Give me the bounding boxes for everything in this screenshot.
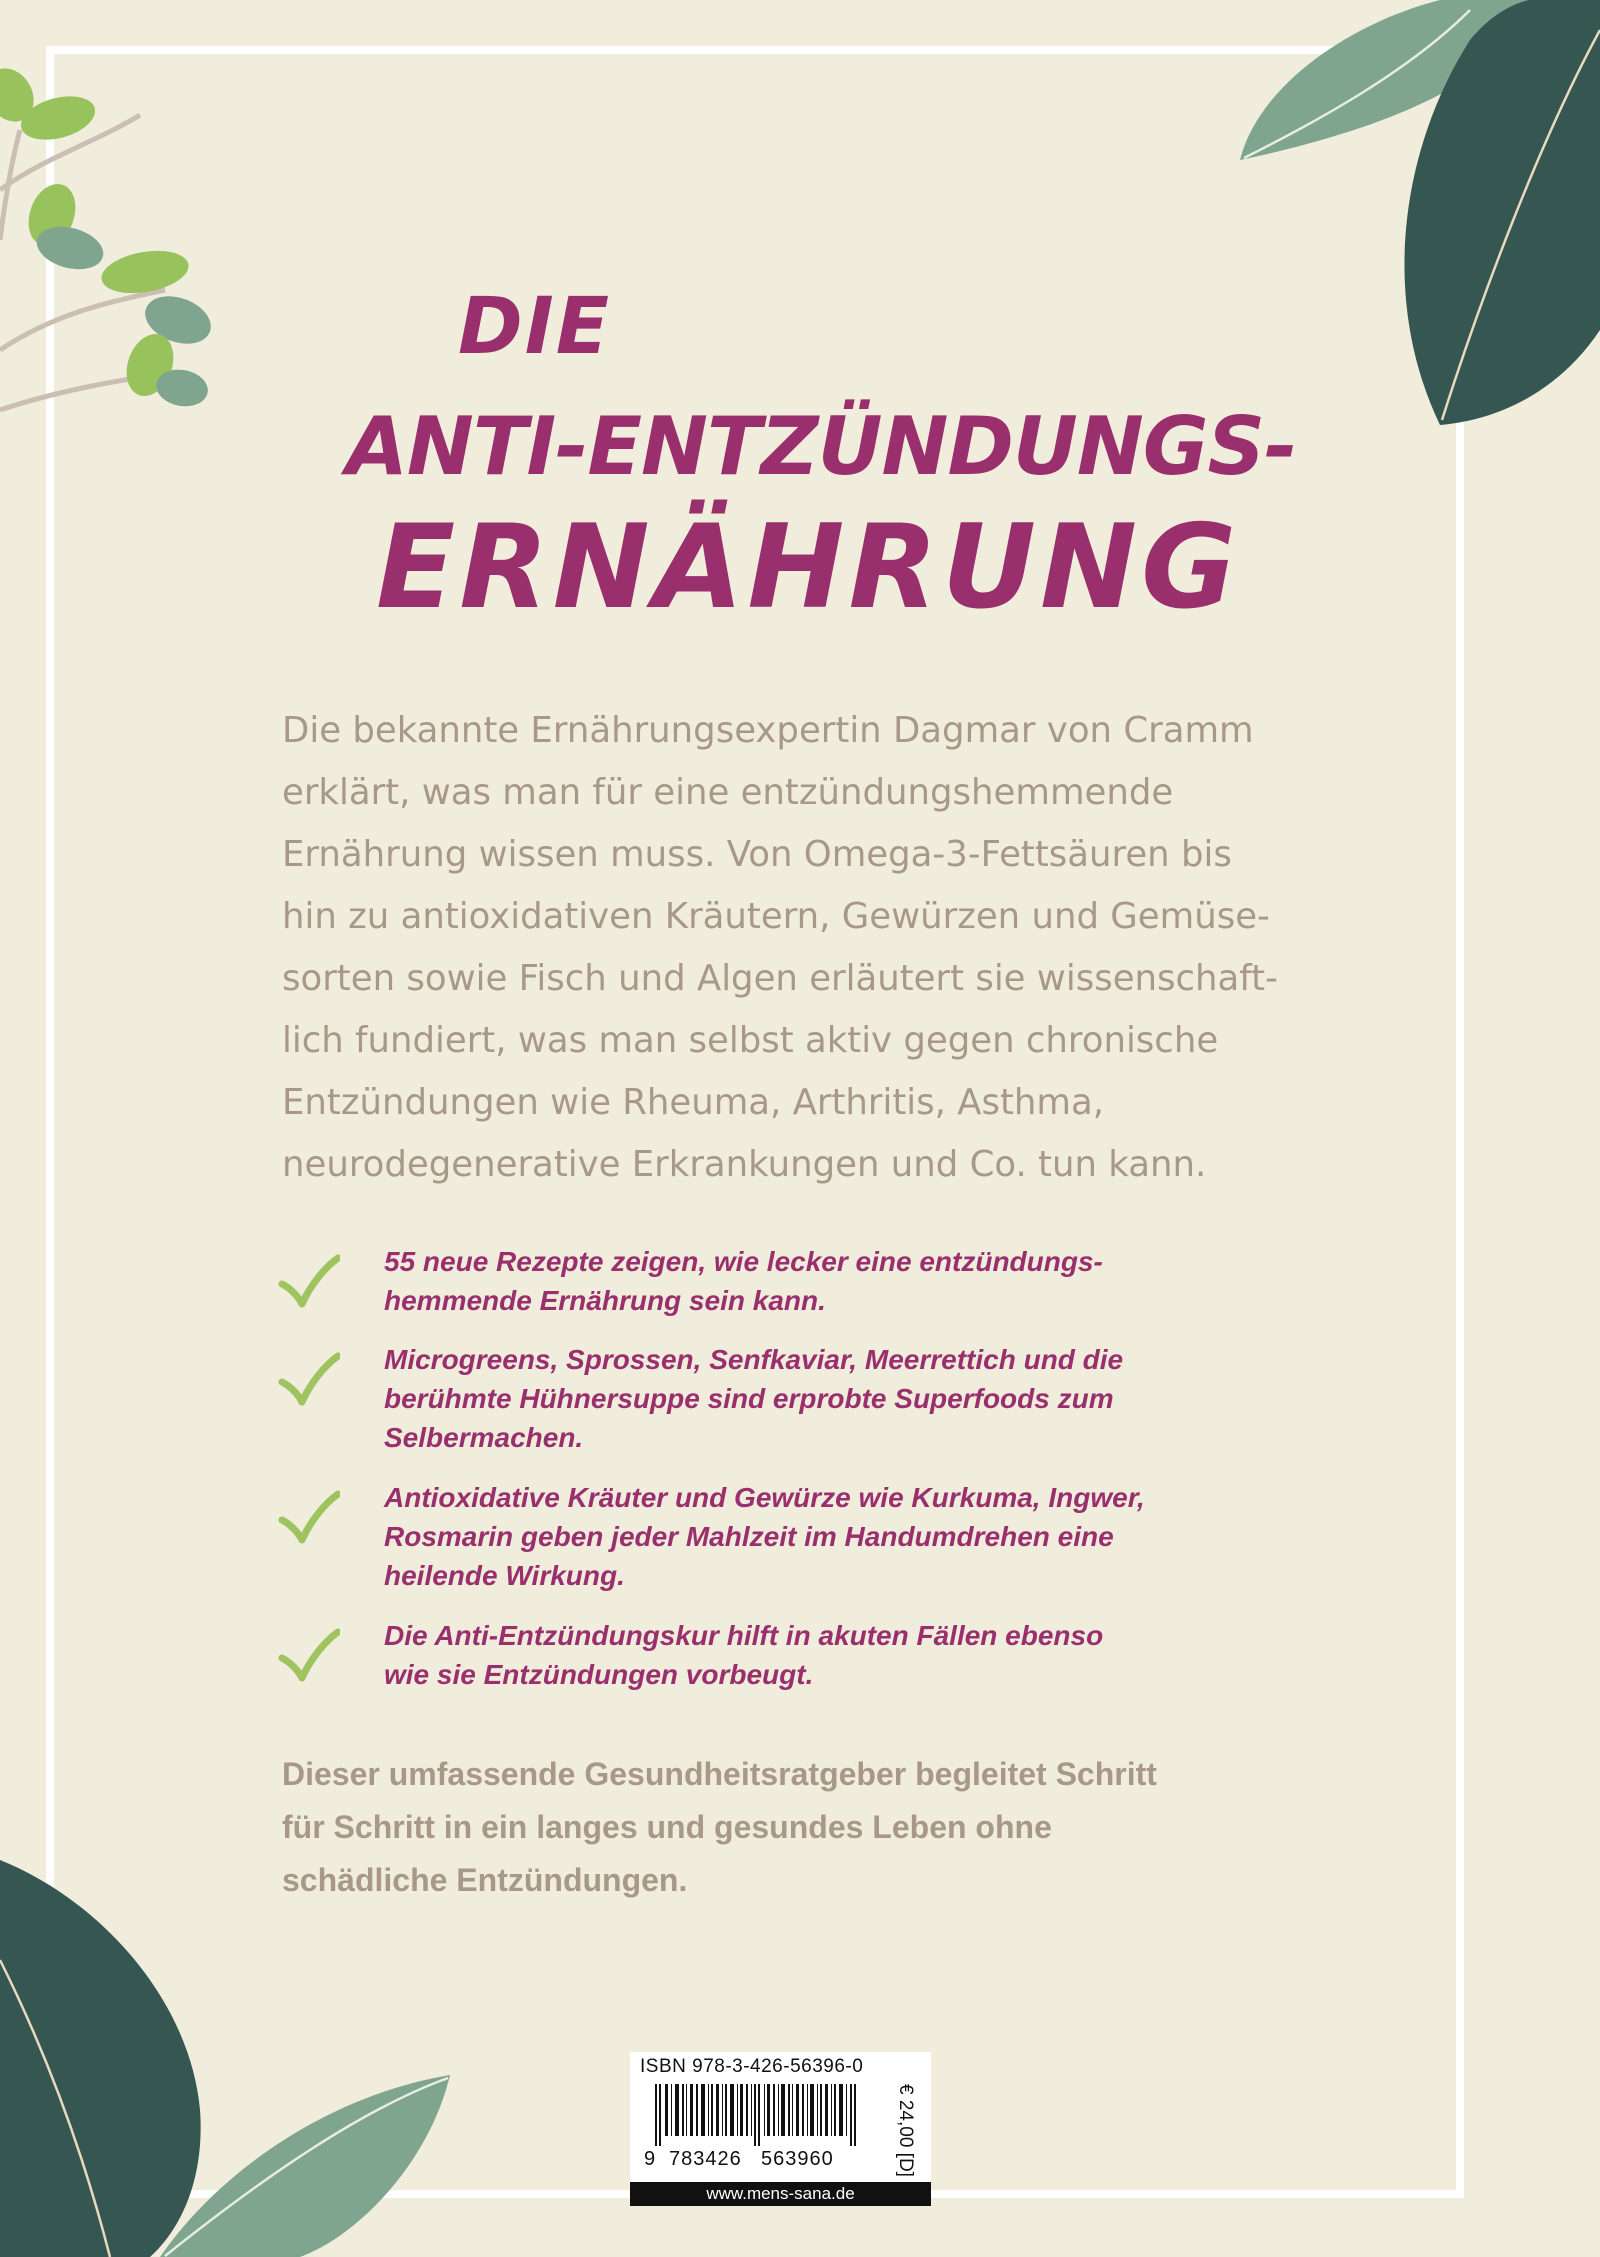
bullet-text: Antioxidative Kräuter und Gewürze wie Kurkuma, Ingwer, Rosmarin geben jeder Mahlzeit im Handumdrehen eine heilende Wirkung. (384, 1482, 1145, 1591)
check-icon (278, 1490, 340, 1544)
price-label: € 24,00 [D] (895, 2084, 916, 2177)
closing-paragraph: Dieser umfassende Gesundheitsratgeber begleitet Schritt für Schritt in ein langes und gesundes Leben ohne schädliche Entzündungen. (282, 1756, 1157, 1898)
list-item (278, 1616, 1145, 1694)
bullet-list (278, 1242, 1145, 1694)
list-item (278, 1242, 1145, 1340)
check-icon (278, 1254, 340, 1308)
bullet-text: Die Anti-Entzündungskur hilft in akuten Fällen ebenso wie sie Entzündungen vorbeugt. (384, 1620, 1104, 1690)
check-icon (278, 1628, 340, 1682)
bullet-text: Microgreens, Sprossen, Senfkaviar, Meerrettich und die berühmte Hühnersuppe sind erprobte Superfoods zum Selbermachen. (384, 1344, 1124, 1453)
title-line-1: DIE (458, 282, 612, 372)
barcode-box (630, 2052, 931, 2206)
leaf-bottom-left-light (160, 2075, 450, 2257)
bullet-text: 55 neue Rezepte zeigen, wie lecker eine entzündungs- hemmende Ernährung sein kann. (384, 1246, 1103, 1316)
barcode-icon (640, 2084, 910, 2146)
barcode-digits-left: 783426 (669, 2148, 742, 2170)
barcode-digit-first: 9 (644, 2148, 657, 2170)
check-icon (278, 1352, 340, 1406)
title-line-2: ANTI-ENTZÜNDUNGS- (346, 400, 1297, 493)
isbn-label: ISBN 978-3-426-56396-0 (640, 2056, 864, 2077)
leaf-bottom-left-dark (0, 1860, 201, 2257)
sprouts-top-left (0, 60, 217, 410)
title-line-3: ERNÄHRUNG (376, 500, 1241, 635)
barcode-digits-right: 563960 (761, 2148, 834, 2170)
list-item (278, 1340, 1145, 1478)
intro-paragraph: Die bekannte Ernährungsexpertin Dagmar von Cramm erklärt, was man für eine entzündungshemmende Ernährung wissen muss. Von Omega-3-Fettsäuren bis hin zu antioxidativen Kräutern, Gewürzen und Gemüse- sorten sowie Fisch und Algen erläutert sie wissenschaft- lich fundiert, was man selbst aktiv gegen chronische Entzündungen wie Rheuma, Arthritis, Asthma, neurodegenerative Erkrankungen und Co. tun kann. (282, 710, 1278, 1185)
publisher-url: www.mens-sana.de (630, 2182, 931, 2206)
list-item (278, 1478, 1145, 1616)
